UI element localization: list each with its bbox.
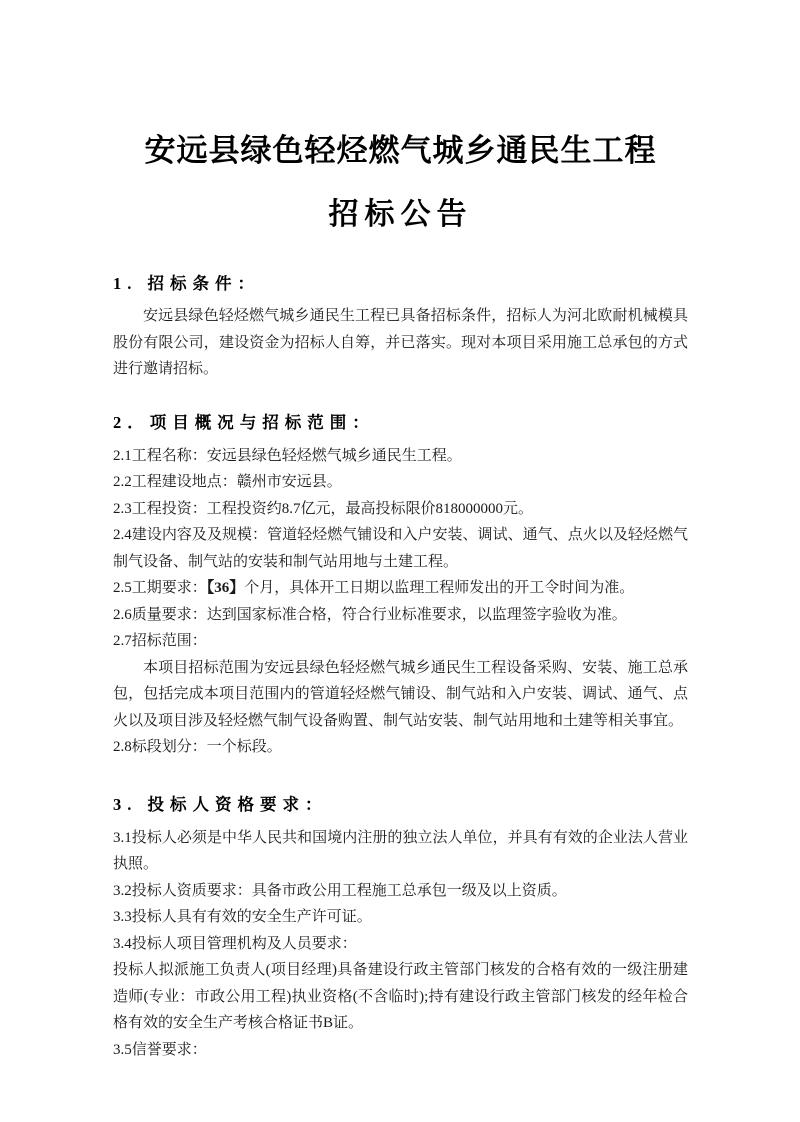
item-safety-license-requirement: 3.3投标人具有有效的安全生产许可证。 xyxy=(113,909,372,925)
section-1-paragraph: 安远县绿色轻烃燃气城乡通民生工程已具备招标条件，招标人为河北欧耐机械模具股份有限公司，建设资金为招标人自筹，并已落实。现对本项目采用施工总承包的方式进行邀请招标。 xyxy=(113,308,688,377)
duration-label: 2.5工期要求： xyxy=(113,580,207,596)
item-duration-requirement xyxy=(113,575,688,602)
item-project-name: 2.1工程名称：安远县绿色轻烃燃气城乡通民生工程。 xyxy=(113,447,462,464)
item-construction-scope: 2.4建设内容及及规模：管道轻烃燃气铺设和入户安装、调试、通气、点火以及轻烃燃气制气设备、制气站的安装和制气站用地与土建工程。 xyxy=(113,527,688,570)
document-subtitle: 招标公告 xyxy=(328,198,473,231)
management-personnel-paragraph: 投标人拟派施工负责人(项目经理)具备建设行政主管部门核发的合格有效的一级注册建造师(专业：市政公用工程)执业资格(不含临时);持有建设行政主管部门核发的经年检合格有效的安全生产考核合格证书B证。 xyxy=(113,962,688,1031)
item-qualification-requirement: 3.2投标人资质要求：具备市政公用工程施工总承包一级及以上资质。 xyxy=(113,882,567,899)
bidding-scope-paragraph: 本项目招标范围为安远县绿色轻烃燃气城乡通民生工程设备采购、安装、施工总承包，包括完成本项目范围内的管道轻烃燃气铺设、制气站和入户安装、调试、通气、点火以及项目涉及轻烃燃气制气设备购置、制气站安装、制气站用地和土建等相关事宜。 xyxy=(113,659,688,729)
item-legal-entity-requirement: 3.1投标人必须是中华人民共和国境内注册的独立法人单位，并具有有效的企业法人营业执照。 xyxy=(113,829,688,872)
section-2-items xyxy=(113,443,688,761)
duration-suffix: 个月，具体开工日期以监理工程师发出的开工令时间为准。 xyxy=(244,580,635,596)
section-project-overview xyxy=(113,411,688,761)
item-reputation-requirement-label: 3.5信誉要求： xyxy=(113,1041,207,1058)
item-project-location: 2.2工程建设地点：赣州市安远县。 xyxy=(113,474,342,490)
document-title: 安远县绿色轻烃燃气城乡通民生工程 xyxy=(144,133,657,168)
section-bidder-qualifications xyxy=(113,793,688,1064)
duration-months-value: 【36】 xyxy=(206,580,245,596)
section-1-heading: 1. 招标条件： xyxy=(113,274,260,293)
item-quality-requirement: 2.6质量要求：达到国家标准合格，符合行业标准要求，以监理签字验收为准。 xyxy=(113,606,627,623)
section-bidding-conditions xyxy=(113,272,688,383)
item-project-investment: 2.3工程投资：工程投资约8.7亿元，最高投标限价818000000元。 xyxy=(113,500,534,517)
section-3-heading: 3. 投标人资格要求： xyxy=(113,794,328,814)
item-management-personnel-label: 3.4投标人项目管理机构及人员要求： xyxy=(113,935,357,952)
item-lot-division: 2.8标段划分：一个标段。 xyxy=(113,739,282,755)
section-2-heading: 2．项目概况与招标范围： xyxy=(113,412,375,432)
item-bidding-scope-label: 2.7招标范围： xyxy=(113,633,207,649)
section-3-items xyxy=(113,825,688,1064)
